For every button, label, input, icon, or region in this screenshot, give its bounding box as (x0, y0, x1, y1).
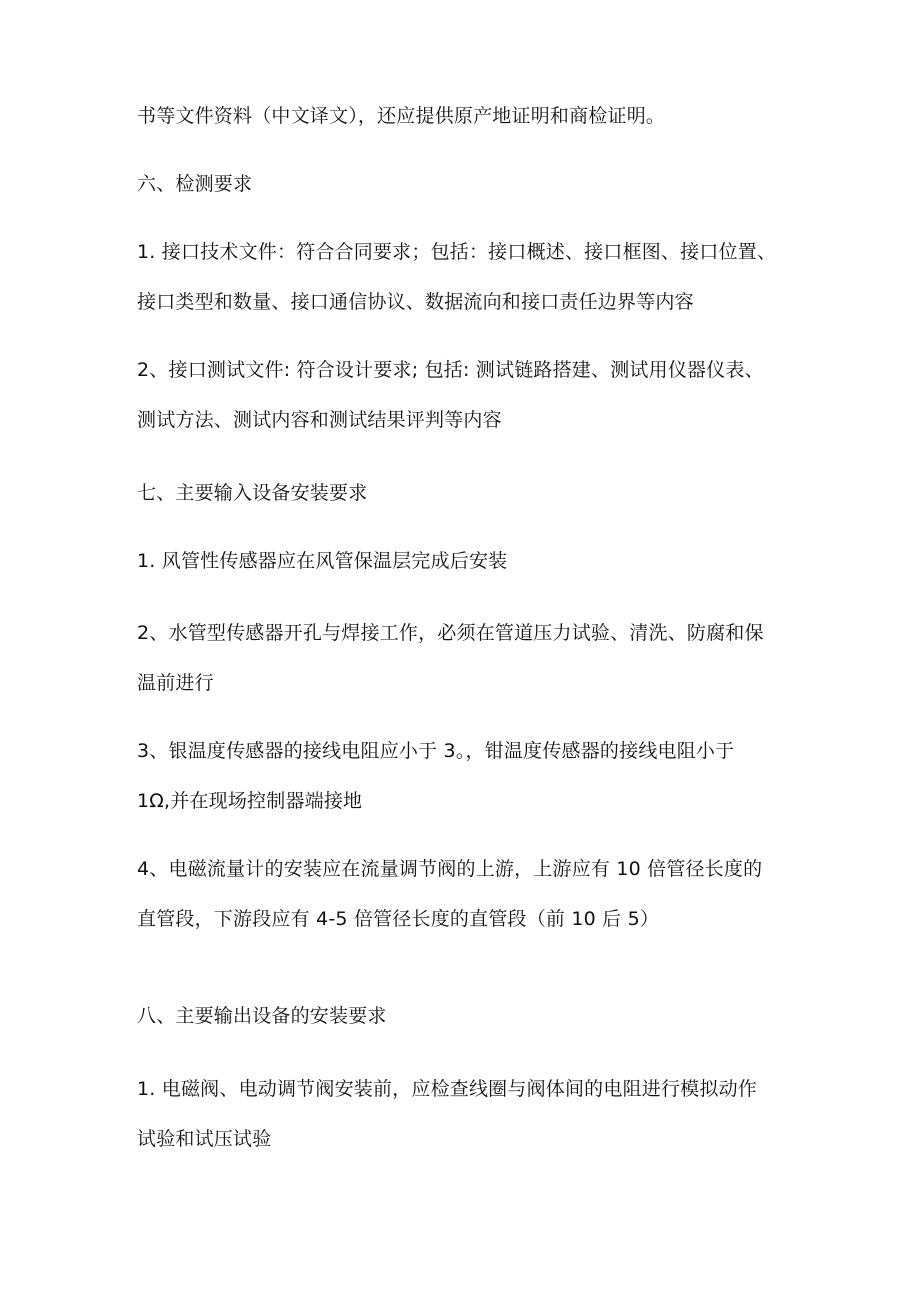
section-heading-six: 六、检测要求 (137, 173, 253, 195)
paragraph-line: 1. 风管性传感器应在风管保温层完成后安装 (137, 550, 508, 572)
paragraph-line: 接口类型和数量、接口通信协议、数据流向和接口责任边界等内容 (137, 291, 694, 313)
paragraph-line: 试验和试压试验 (137, 1128, 272, 1150)
paragraph-line: 4、电磁流量计的安装应在流量调节阀的上游，上游应有 10 倍管径长度的 (137, 858, 763, 880)
paragraph-line: 1. 接口技术文件：符合合同要求；包括：接口概述、接口框图、接口位置、 (137, 241, 777, 263)
section-heading-seven: 七、主要输入设备安装要求 (137, 482, 368, 504)
paragraph-line: 2、接口测试文件: 符合设计要求; 包括: 测试链路搭建、测试用仪器仪表、 (137, 359, 764, 381)
paragraph-line: 1. 电磁阀、电动调节阀安装前，应检查线圈与阀体间的电阻进行模拟动作 (137, 1078, 757, 1100)
section-heading-eight: 八、主要输出设备的安装要求 (137, 1005, 387, 1027)
paragraph-line: 3、银温度传感器的接线电阻应小于 3。，钳温度传感器的接线电阻小于 (137, 740, 735, 762)
paragraph-line: 测试方法、测试内容和测试结果评判等内容 (137, 409, 502, 431)
paragraph-line: 直管段，下游段应有 4-5 倍管径长度的直管段（前 10 后 5） (137, 908, 660, 930)
paragraph-line: 书等文件资料（中文译文），还应提供原产地证明和商检证明。 (137, 105, 666, 127)
paragraph-line: 2、水管型传感器开孔与焊接工作，必须在管道压力试验、清洗、防腐和保 (137, 622, 764, 644)
paragraph-line: 1Ω,并在现场控制器端接地 (137, 790, 363, 812)
paragraph-line: 温前进行 (137, 672, 214, 694)
